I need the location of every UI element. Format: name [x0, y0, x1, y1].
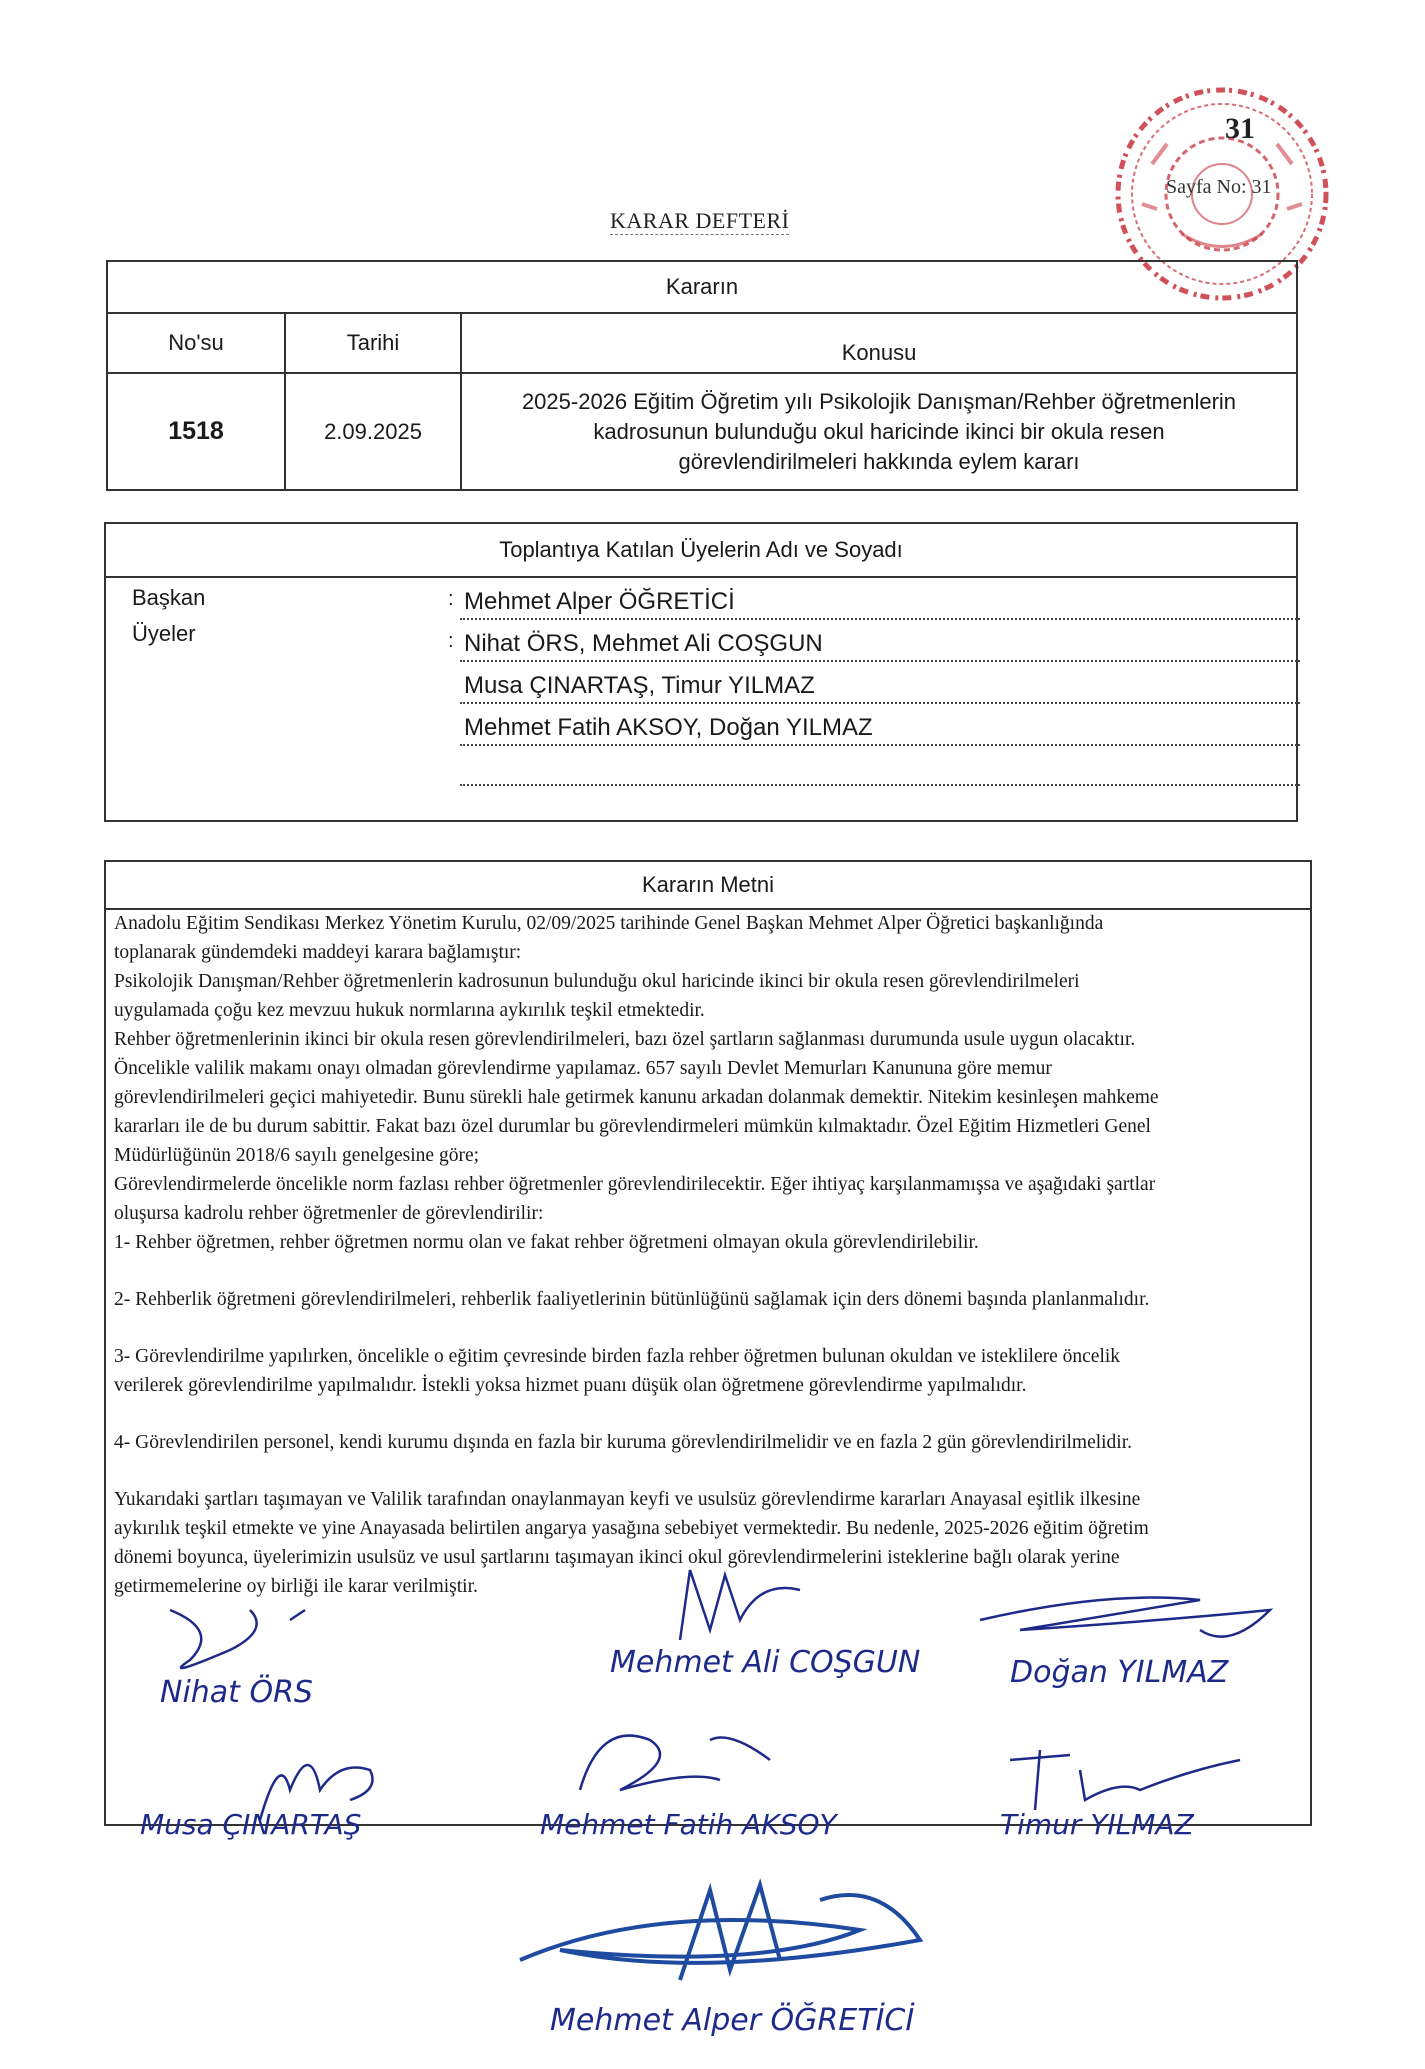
text-line: verilerek görevlendirilme yapılmalıdır. İstekli yoksa hizmet puanı düşük olan öğretmene görevlendirme yapılmalıdır. — [114, 1375, 1027, 1396]
colon-separator: : — [448, 588, 454, 610]
text-line: Yukarıdaki şartları taşımayan ve Valilik tarafından onaylanmayan keyfi ve usulsüz görevlendirme kararları Anayasal eşitlik ilkesine — [114, 1489, 1141, 1510]
document-title: KARAR DEFTERİ — [610, 208, 790, 233]
text-line: aykırılık teşkil etmekte ve yine Anayasada belirtilen angarya yasağına sebebiyet vermektedir. Bu nedenle, 2025-2026 eğitim öğretim — [114, 1518, 1149, 1539]
colon-separator: : — [448, 630, 454, 652]
member-line: Nihat ÖRS, Mehmet Ali COŞGUN — [460, 628, 1300, 662]
chair-label: Başkan — [132, 585, 206, 610]
signature-dogan-yilmaz — [970, 1580, 1300, 1690]
signature-timur-yilmaz — [990, 1730, 1310, 1845]
text-line: görevlendirilmeleri geçici mahiyetedir. Bunu sürekli hale getirmek kanunu arkadan dolanmak demektir. Nitekim kesinleşen mahkeme — [114, 1087, 1159, 1108]
member-line: Mehmet Fatih AKSOY, Doğan YILMAZ — [460, 712, 1300, 746]
decision-subject-line: kadrosunun bulunduğu okul haricinde ikinci bir okula resen — [593, 418, 1165, 444]
text-line: uygulamada çoğu kez mevzuu hukuk normlarına aykırılık teşkil etmektedir. — [114, 1000, 705, 1021]
decision-number: 1518 — [168, 417, 224, 445]
text-line: 3- Görevlendirilme yapılırken, öncelikle o eğitim çevresinde birden fazla rehber öğretmen bulunan okuldan ve isteklilere öncelik — [114, 1346, 1121, 1367]
signature-name: Timur YILMAZ — [1000, 1808, 1194, 1841]
text-line: Rehber öğretmenlerinin ikinci bir okula resen görevlendirilmeleri, bazı özel şartların sağlanması durumunda usule uygun olacaktır. — [114, 1029, 1136, 1050]
text-line: dönemi boyunca, üyelerimizin usulsüz ve usul şartlarını taşımayan ikinci okul görevlendirmelerini isteklerine bağlı olarak yerine — [114, 1547, 1120, 1568]
signature-name: Mehmet Ali COŞGUN — [610, 1645, 921, 1680]
text-line: 4- Görevlendirilen personel, kendi kurumu dışında en fazla bir kuruma görevlendirilmelidir ve en fazla 2 gün görevlendirilmelidir. — [114, 1432, 1133, 1453]
col-header-no: No'su — [168, 330, 224, 355]
page-number: 31 — [1225, 112, 1255, 145]
signature-mehmet-fatih-aksoy — [540, 1710, 920, 1840]
signature-mehmet-alper-ogretici — [500, 1860, 1060, 2040]
signature-musa-cinartas — [140, 1730, 460, 1840]
decision-text-header: Kararın Metni — [641, 872, 775, 897]
text-line: toplanarak gündemdeki maddeyi karara bağlamıştır: — [114, 942, 522, 963]
decision-subject-line: 2025-2026 Eğitim Öğretim yılı Psikolojik Danışman/Rehber öğretmenlerin — [521, 388, 1237, 414]
attendees-header: Toplantıya Katılan Üyelerin Adı ve Soyadı — [499, 537, 903, 562]
text-line: getirmemelerine oy birliği ile karar verilmiştir. — [114, 1576, 478, 1597]
decision-subject — [462, 374, 1296, 489]
col-header-date: Tarihi — [346, 330, 400, 355]
decision-table-header: Kararın — [665, 274, 739, 299]
signature-mehmet-ali-coskun — [600, 1560, 940, 1680]
decision-date: 2.09.2025 — [324, 418, 422, 444]
text-line: 1- Rehber öğretmen, rehber öğretmen normu olan ve fakat rehber öğretmeni olmayan okula görevlendirilebilir. — [114, 1232, 979, 1253]
signature-nihat-ors — [140, 1590, 420, 1710]
signature-name: Mehmet Alper ÖĞRETİCİ — [550, 2003, 915, 2038]
signature-name: Mehmet Fatih AKSOY — [540, 1808, 837, 1841]
decision-table — [106, 260, 1298, 491]
member-line: Musa ÇINARTAŞ, Timur YILMAZ — [460, 670, 1300, 704]
signature-name: Doğan YILMAZ — [1010, 1655, 1229, 1690]
signature-name: Musa ÇINARTAŞ — [140, 1808, 362, 1841]
page-number-label: Sayfa No: 31 — [1166, 176, 1272, 198]
text-line: Görevlendirmelerde öncelikle norm fazlası rehber öğretmenler görevlendirilecektir. Eğer ihtiyaç karşılanmamışsa ve aşağıdaki şartlar — [114, 1174, 1156, 1195]
text-line: oluşursa kadrolu rehber öğretmenler de görevlendirilir: — [114, 1203, 544, 1224]
col-header-subject: Konusu — [841, 340, 917, 365]
chair-name: Mehmet Alper ÖĞRETİCİ — [460, 586, 1300, 620]
signature-name: Nihat ÖRS — [160, 1675, 313, 1710]
text-line: 2- Rehberlik öğretmeni görevlendirilmeleri, rehberlik faaliyetlerinin bütünlüğünü sağlamak için ders dönemi başında planlanmalıdır. — [114, 1289, 1150, 1310]
text-line: Psikolojik Danışman/Rehber öğretmenlerin kadrosunun bulunduğu okul haricinde ikinci bir okula resen görevlendirilmeleri — [114, 971, 1080, 992]
member-line — [460, 752, 1300, 786]
text-line: kararları ile de bu durum sabittir. Fakat bazı özel durumlar bu görevlendirmeleri mümkün kılmaktadır. Özel Eğitim Hizmetleri Genel — [114, 1116, 1151, 1137]
text-line: Anadolu Eğitim Sendikası Merkez Yönetim Kurulu, 02/09/2025 tarihinde Genel Başkan Mehmet Alper Öğretici başkanlığında — [114, 913, 1104, 934]
text-line: Öncelikle valilik makamı onayı olmadan görevlendirme yapılamaz. 657 sayılı Devlet Memurları Kanununa göre memur — [114, 1058, 1052, 1079]
text-line: Müdürlüğünün 2018/6 sayılı genelgesine göre; — [114, 1145, 480, 1166]
members-label: Üyeler — [132, 621, 196, 646]
decision-subject-line: görevlendirilmeleri hakkında eylem kararı — [678, 448, 1080, 474]
